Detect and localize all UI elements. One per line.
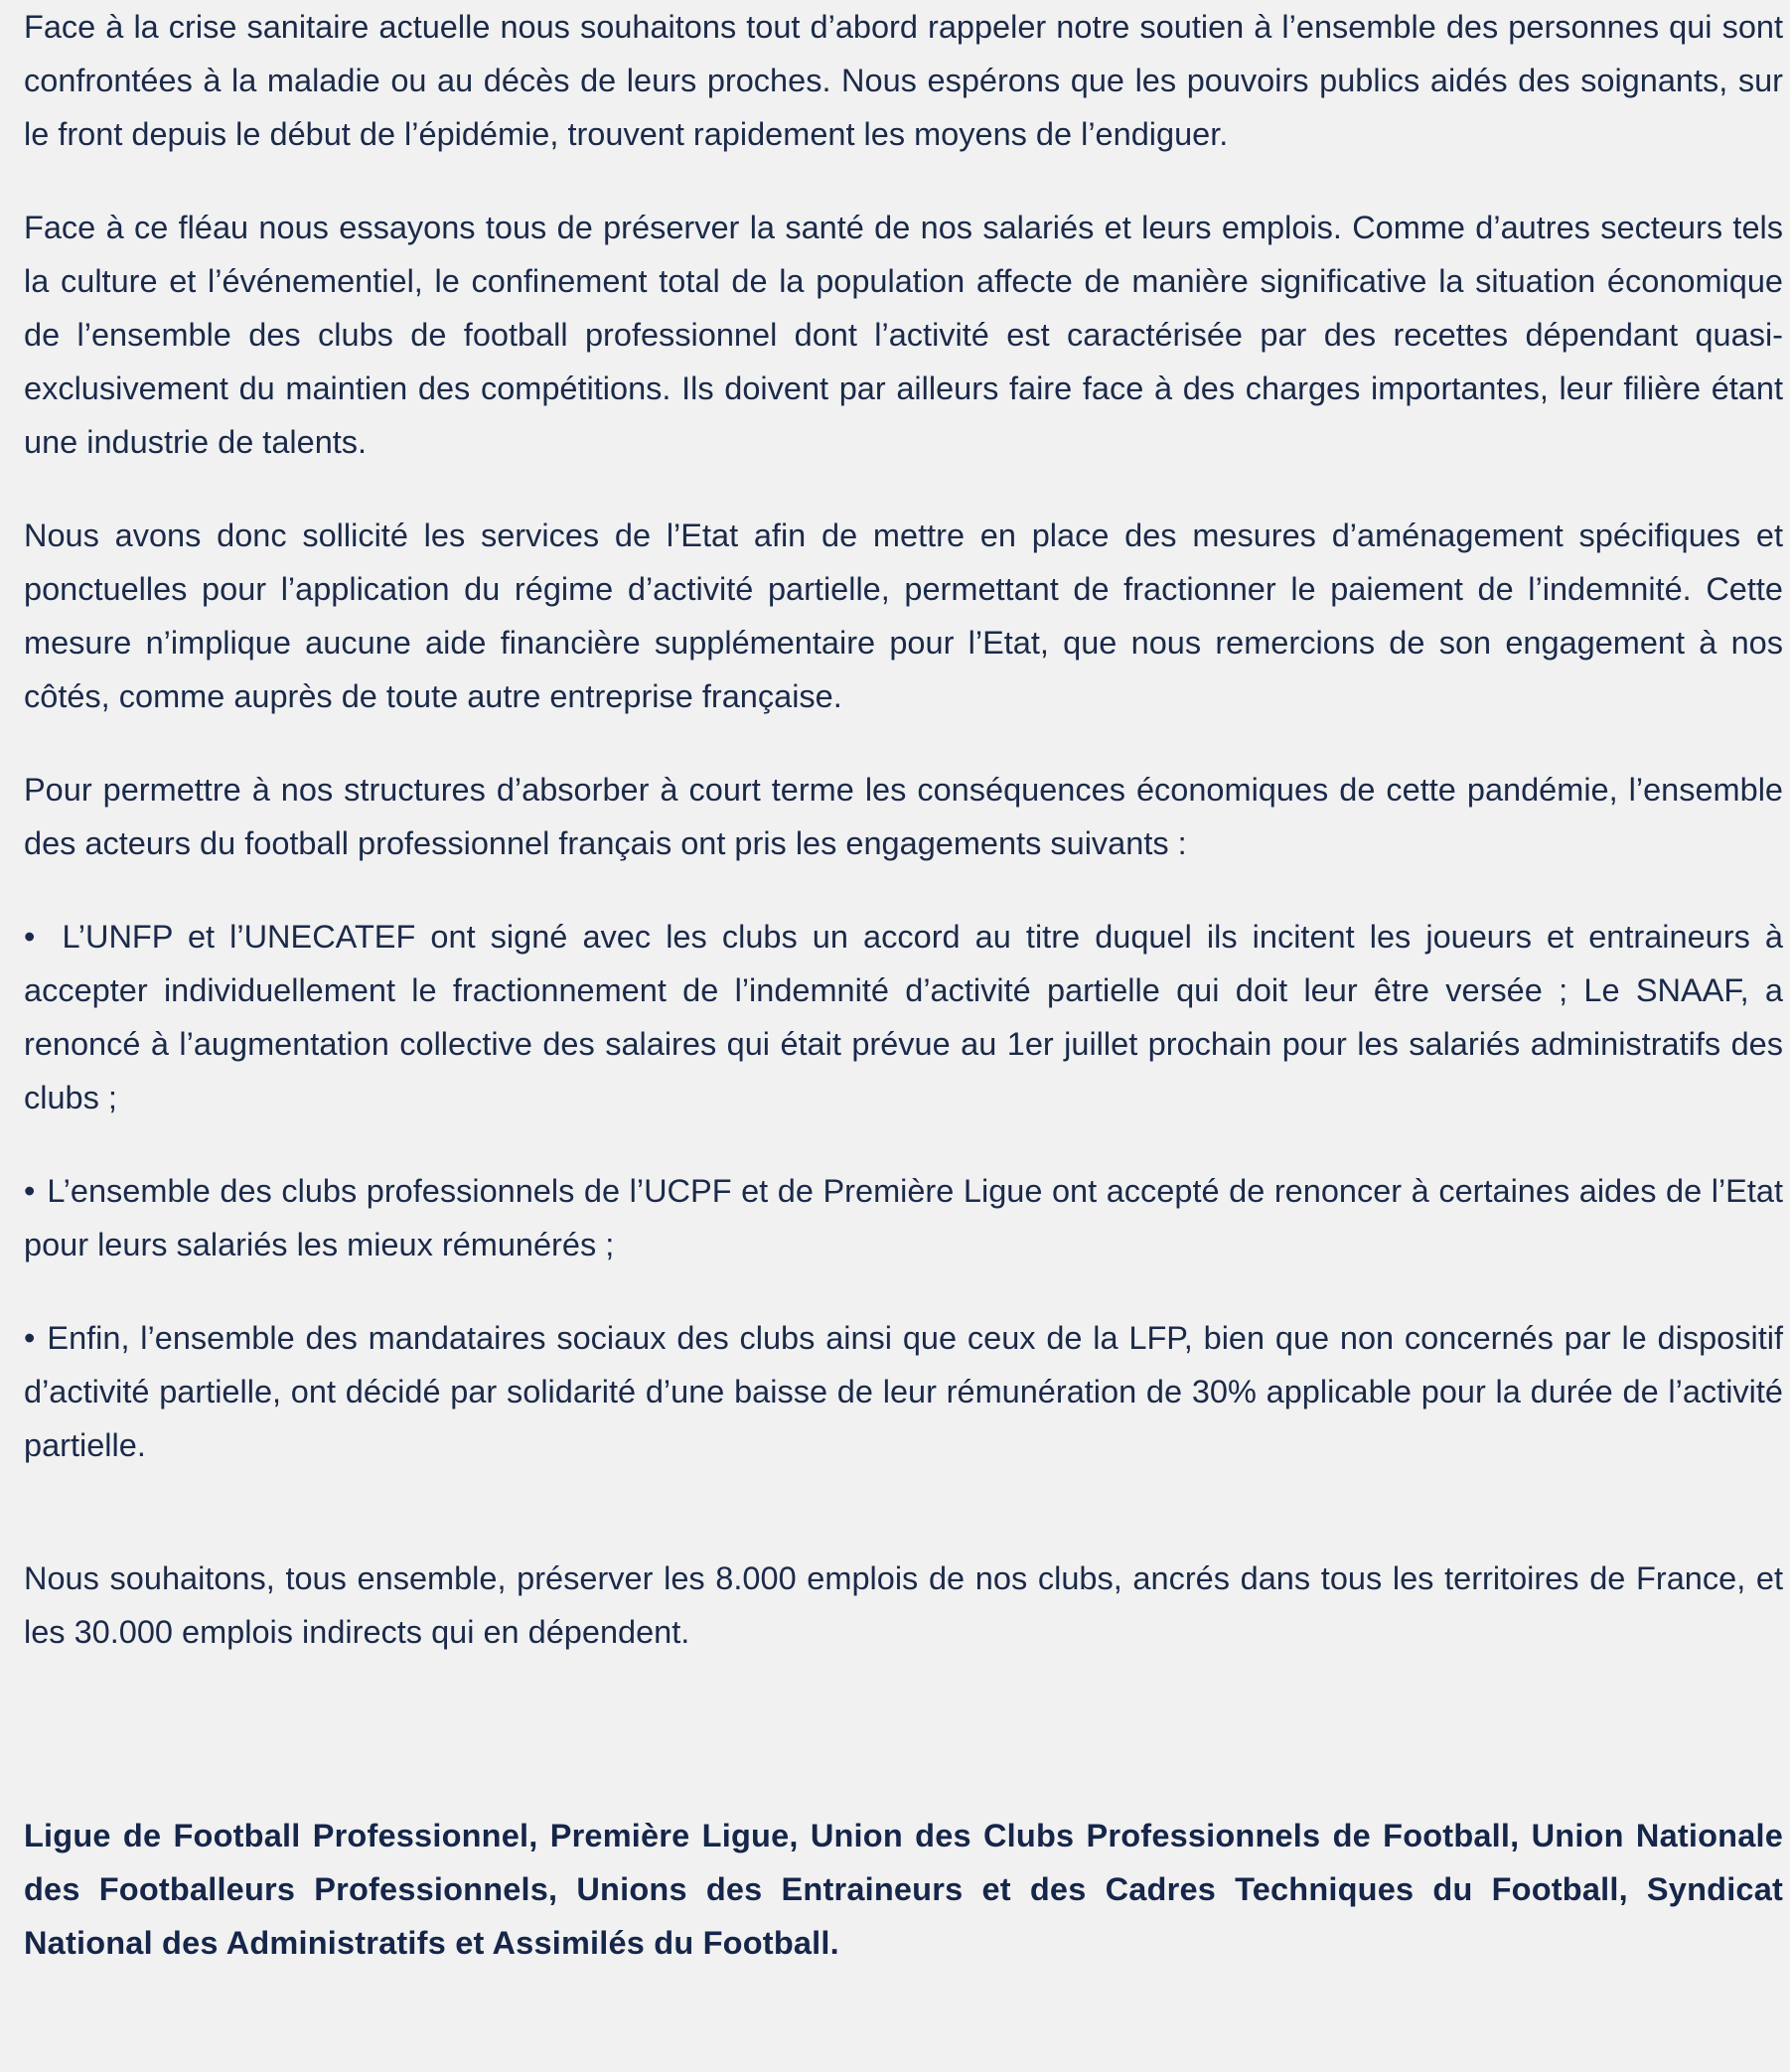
bullet-icon: • [24,919,36,955]
bullet-text: Enfin, l’ensemble des mandataires sociaux des clubs ainsi que ceux de la LFP, bien que non concernés par le dispositif d’activité partielle, ont décidé par solidarité d’une baisse de leur rémunération de 30% applicable pour la durée de l’activité partielle. [24,1320,1783,1463]
bullet-text: L’ensemble des clubs professionnels de l’UCPF et de Première Ligue ont accepté de renoncer à certaines aides de l’Etat pour leurs salariés les mieux rémunérés ; [24,1173,1783,1262]
bullet-item-ucpf [24,1164,1783,1271]
blank-spacer [24,1512,1783,1552]
paragraph-economic-impact: Face à ce fléau nous essayons tous de préserver la santé de nos salariés et leurs emplois. Comme d’autres secteurs tels la culture et l’événementiel, le confinement total de la population affecte de manière significative la situation économique de l’ensemble des clubs de football professionnel dont l’activité est caractérisée par des recettes dépendant quasi-exclusivement du maintien des compétitions. Ils doivent par ailleurs faire face à des charges importantes, leur filière étant une industrie de talents. [24,210,1783,460]
paragraph-intro: Face à la crise sanitaire actuelle nous souhaitons tout d’abord rappeler notre soutien à l’ensemble des personnes qui sont confrontées à la maladie ou au décès de leurs proches. Nous espérons que les pouvoirs publics aidés des soignants, sur le front depuis le début de l’épidémie, trouvent rapidement les moyens de l’endiguer. [24,9,1783,152]
blank-spacer [24,1699,1783,1809]
bullet-icon: • [24,1173,36,1209]
signatories: Ligue de Football Professionnel, Première Ligue, Union des Clubs Professionnels de Football, Union Nationale des Footballeurs Professionnels, Unions des Entraineurs et des Cadres Techniques du Football, Syndicat National des Administratifs et Assimilés du Football. [24,1818,1783,1961]
bullet-item-mandataires [24,1311,1783,1472]
paragraph-closing: Nous souhaitons, tous ensemble, préserver les 8.000 emplois de nos clubs, ancrés dans tous les territoires de France, et les 30.000 emplois indirects qui en dépendent. [24,1560,1783,1650]
paragraph-state-measures: Nous avons donc sollicité les services de l’Etat afin de mettre en place des mesures d’aménagement spécifiques et ponctuelles pour l’application du régime d’activité partielle, permettant de fractionner le paiement de l’indemnité. Cette mesure n’implique aucune aide financière supplémentaire pour l’Etat, que nous remercions de son engagement à nos côtés, comme auprès de toute autre entreprise française. [24,518,1783,714]
bullet-icon: • [24,1320,36,1356]
paragraph-commitments-intro: Pour permettre à nos structures d’absorber à court terme les conséquences économiques de cette pandémie, l’ensemble des acteurs du football professionnel français ont pris les engagements suivants : [24,772,1783,861]
bullet-text: L’UNFP et l’UNECATEF ont signé avec les clubs un accord au titre duquel ils incitent les joueurs et entraineurs à accepter individuellement le fractionnement de l’indemnité d’activité partielle qui doit leur être versée ; Le SNAAF, a renoncé à l’augmentation collective des salaires qui était prévue au 1er juillet prochain pour les salariés administratifs des clubs ; [24,919,1783,1115]
bullet-item-unfp [24,910,1783,1124]
